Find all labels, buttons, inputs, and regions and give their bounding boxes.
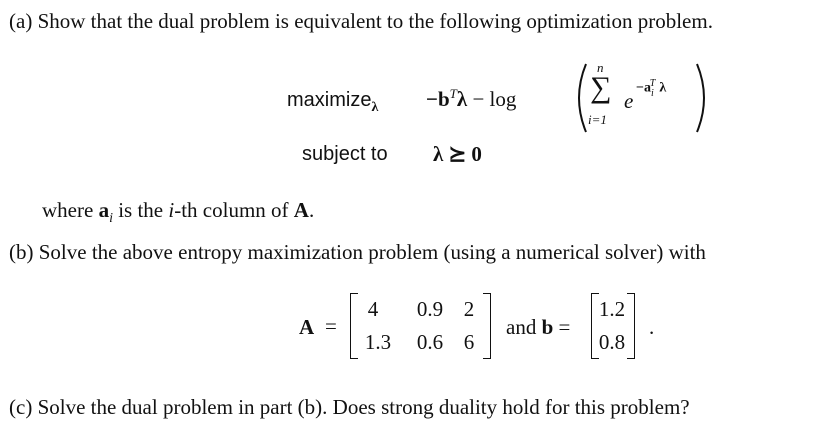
maximize-label (287, 89, 378, 116)
matrix-A-cell: 0.9 (416, 297, 444, 321)
vector-b-cell: 0.8 (598, 330, 626, 354)
vector-b-equals: = (558, 315, 571, 339)
sum-lower-limit: i=1 (588, 112, 607, 127)
matrix-A-label: A (299, 315, 315, 339)
exp-lambda: λ (659, 80, 667, 96)
part-c-label: (c) (9, 395, 33, 419)
matrix-A-cell: 0.6 (416, 330, 444, 354)
exp-minus-a: −a (636, 80, 651, 96)
sum-symbol: ∑ (590, 71, 612, 104)
part-b-label: (b) (9, 240, 34, 264)
left-paren-icon (568, 62, 590, 134)
exp-exponent (636, 78, 666, 98)
vector-b-label: b (541, 315, 554, 339)
matrix-A-cell: 4 (367, 297, 379, 321)
part-a-label: (a) (9, 9, 33, 33)
part-a-statement (9, 9, 713, 34)
subject-to-label: subject to (302, 143, 388, 165)
part-a-text: Show that the dual problem is equivalent to the following optimization problem. (37, 9, 713, 33)
where-line (42, 198, 314, 227)
part-c-text: Solve the dual problem in part (b). Does strong duality hold for this problem? (37, 395, 690, 419)
where-text-1: where (42, 198, 99, 222)
where-A: A (293, 198, 309, 222)
sum-upper-limit: n (597, 60, 604, 75)
constraint: λ ⪰ 0 (433, 142, 482, 166)
where-a-sub: i (109, 211, 113, 227)
exp-sup-T: T (649, 78, 656, 89)
and-word: and (506, 315, 537, 339)
matrix-A-cell: 1.3 (364, 330, 392, 354)
objective-lambda: λ (456, 87, 468, 111)
matrix-A-equals: = (325, 314, 337, 338)
objective-minus-b: −b (426, 87, 450, 111)
part-b-text: Solve the above entropy maximization problem (using a numerical solver) with (38, 240, 706, 264)
and-b (506, 315, 570, 340)
exp-sub-i: i (650, 87, 654, 99)
matrix-A-cell: 6 (463, 330, 475, 354)
maximize-subscript: λ (371, 100, 379, 115)
maximize-word: maximize (287, 89, 372, 111)
part-b-statement (9, 240, 706, 265)
vector-b-cell: 1.2 (598, 297, 626, 321)
exp-base: e (624, 89, 634, 113)
objective-expression (426, 86, 516, 112)
where-text-3: -th column of (174, 198, 294, 222)
where-text-4: . (308, 198, 315, 222)
part-c-statement (9, 395, 690, 420)
matrix-A-cell: 2 (463, 297, 475, 321)
where-text-2: is the (112, 198, 169, 222)
objective-b-transpose: T (449, 86, 457, 101)
objective-minus-log: − log (467, 87, 517, 111)
where-i: i (168, 198, 175, 222)
right-paren-icon (693, 62, 715, 134)
part-b-period: . (649, 315, 655, 339)
where-a: a (98, 198, 110, 222)
exp-i-T (649, 78, 659, 99)
